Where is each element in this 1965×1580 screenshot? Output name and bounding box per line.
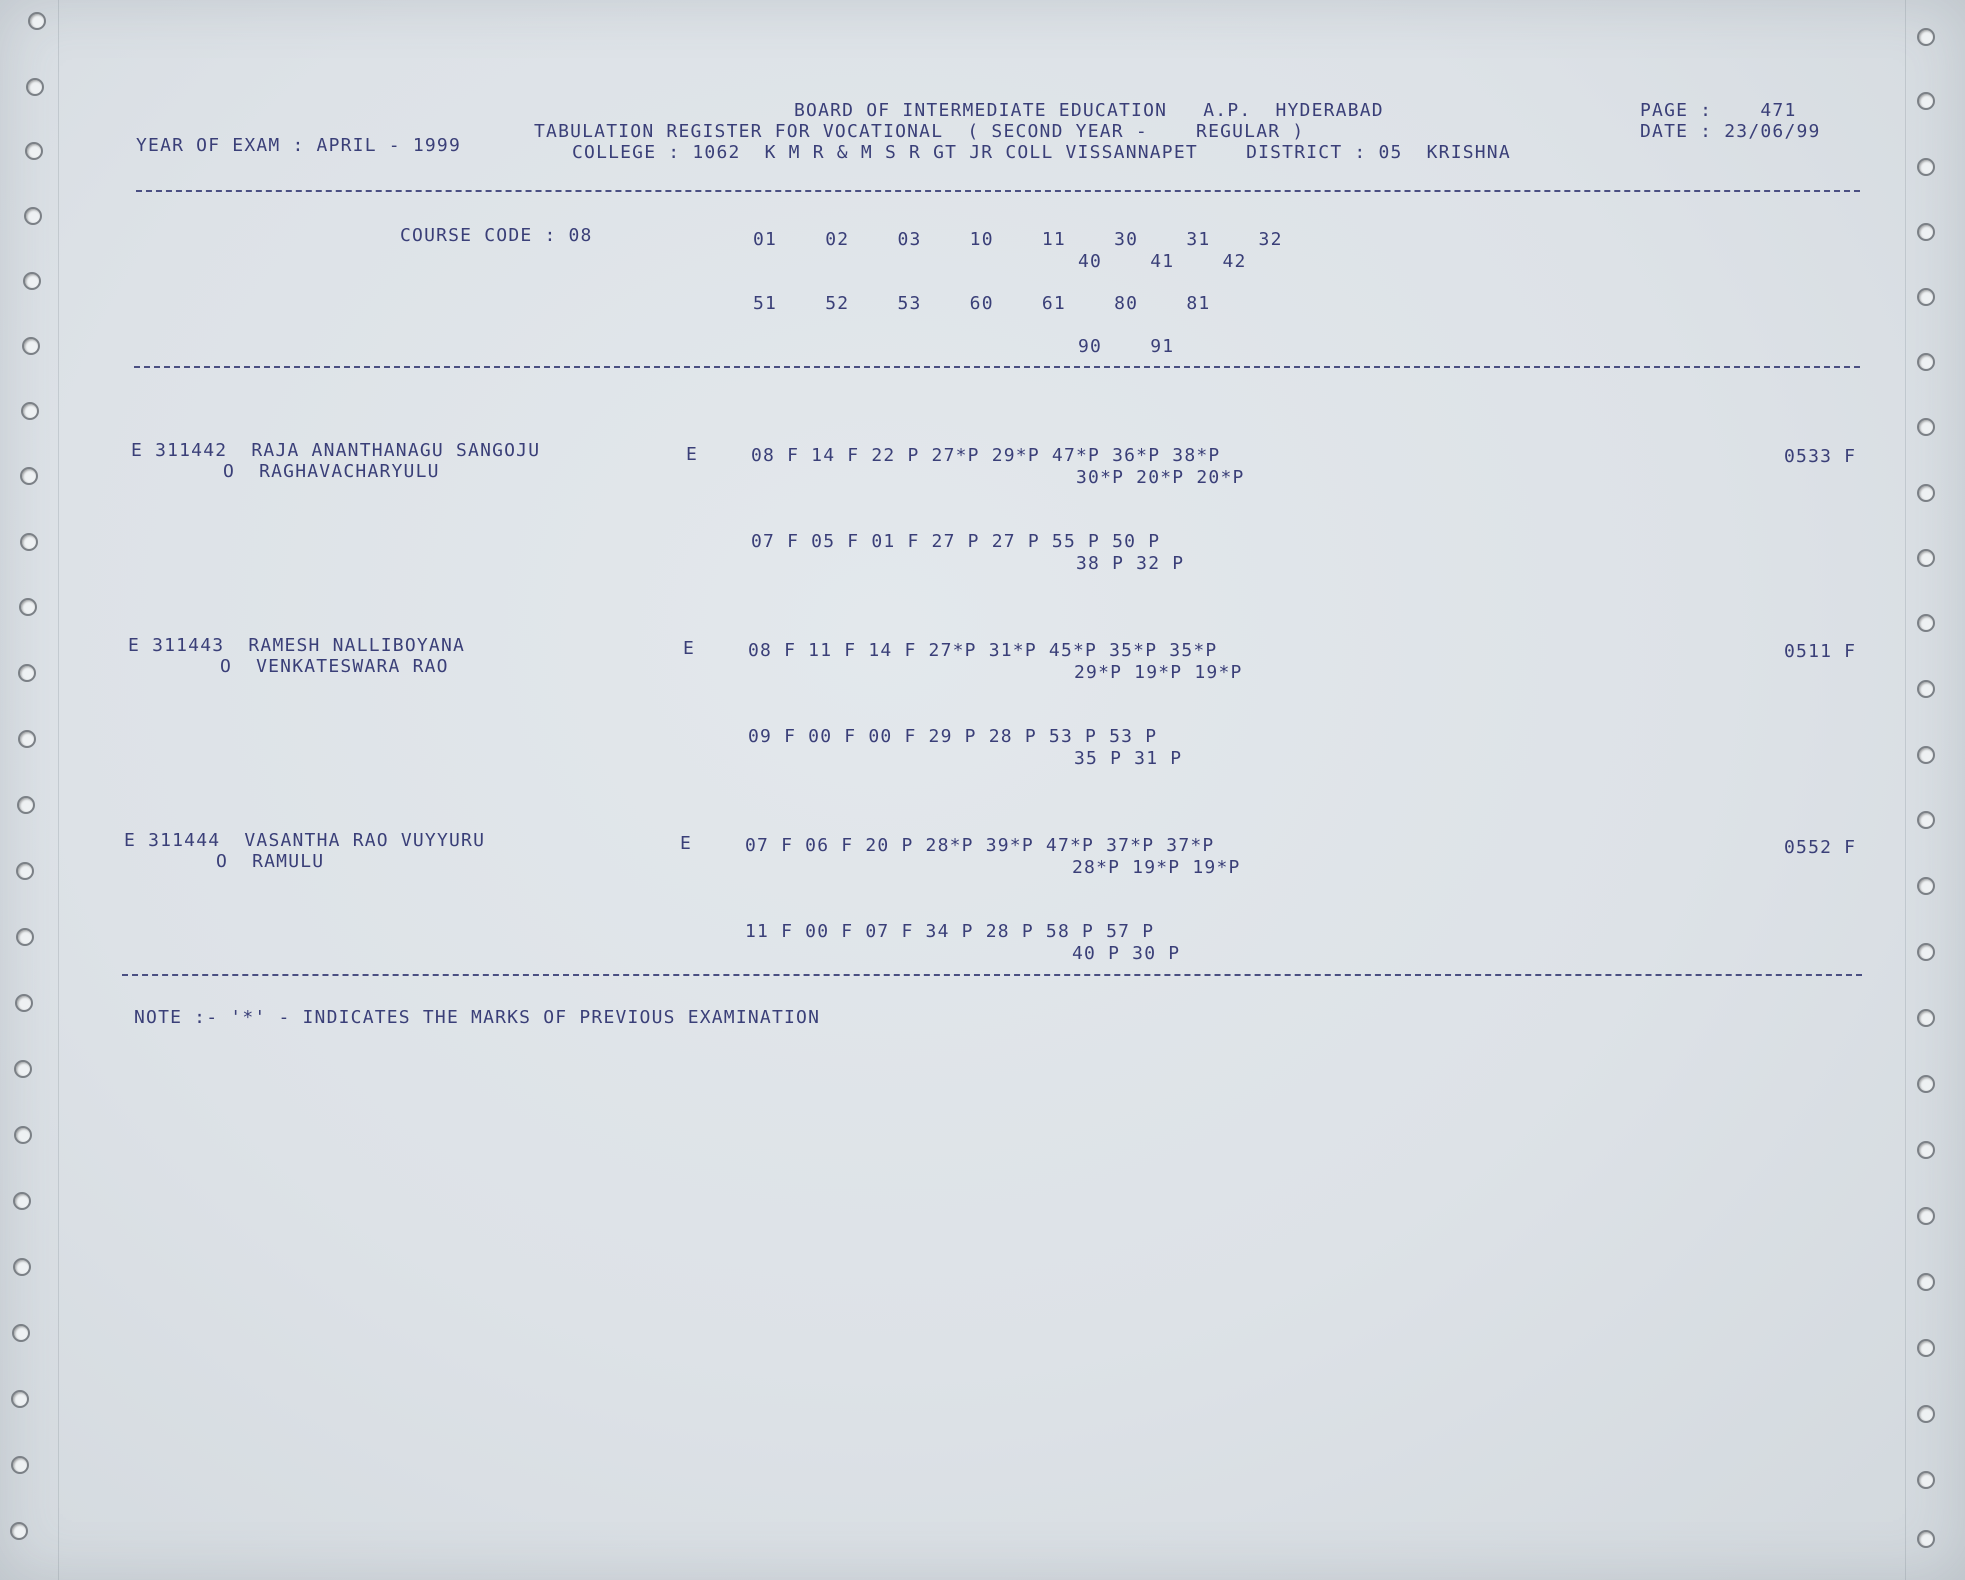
tractor-hole: [1917, 614, 1935, 632]
student-father-name: O RAGHAVACHARYULU: [223, 461, 440, 482]
tractor-hole: [17, 796, 35, 814]
note: NOTE :- '*' - INDICATES THE MARKS OF PREVIOUS EXAMINATION: [134, 1007, 821, 1028]
year-of-exam: YEAR OF EXAM : APRIL - 1999: [136, 135, 461, 156]
marks-row-2b: 40 P 30 P: [1072, 943, 1181, 964]
tractor-hole: [1917, 1273, 1935, 1291]
tractor-hole: [1917, 680, 1935, 698]
marks-row-1: 08 F 11 F 14 F 27*P 31*P 45*P 35*P 35*P: [748, 640, 1218, 661]
tractor-hole: [13, 1258, 31, 1276]
tractor-hole: [19, 598, 37, 616]
student-code: E: [683, 638, 696, 659]
student-code: E: [686, 444, 699, 465]
tractor-hole: [24, 207, 42, 225]
marks-row-2: 11 F 00 F 07 F 34 P 28 P 58 P 57 P: [745, 921, 1155, 942]
tractor-hole: [1917, 1339, 1935, 1357]
tractor-hole: [26, 78, 44, 96]
marks-row-2b: 38 P 32 P: [1076, 553, 1185, 574]
right-tractor-holes: [1909, 0, 1949, 1580]
tractor-hole: [1917, 418, 1935, 436]
tractor-hole: [23, 272, 41, 290]
marks-row-1b: 29*P 19*P 19*P: [1074, 662, 1243, 683]
tractor-hole: [14, 1060, 32, 1078]
tractor-hole: [1917, 288, 1935, 306]
college-line: COLLEGE : 1062 K M R & M S R GT JR COLL VISSANNAPET DISTRICT : 05 KRISHNA: [572, 142, 1511, 163]
marks-row-1: 08 F 14 F 22 P 27*P 29*P 47*P 36*P 38*P: [751, 445, 1221, 466]
subject-codes-row-1: 01 02 03 10 11 30 31 32: [753, 229, 1283, 250]
tractor-hole: [18, 730, 36, 748]
marks-row-2: 07 F 05 F 01 F 27 P 27 P 55 P 50 P: [751, 531, 1161, 552]
tractor-hole: [1917, 1471, 1935, 1489]
header-divider: [136, 190, 1860, 192]
student-father-name: O VENKATESWARA RAO: [220, 656, 449, 677]
tractor-hole: [20, 533, 38, 551]
register-title: TABULATION REGISTER FOR VOCATIONAL ( SECOND YEAR - REGULAR ): [534, 121, 1305, 142]
tractor-hole: [21, 402, 39, 420]
tractor-hole: [1917, 943, 1935, 961]
marks-row-2b: 35 P 31 P: [1074, 748, 1183, 769]
tractor-hole: [1917, 353, 1935, 371]
tractor-hole: [1917, 484, 1935, 502]
subject-codes-row-1b: 40 41 42: [1078, 251, 1247, 272]
tractor-hole: [1917, 1405, 1935, 1423]
course-code-label: COURSE CODE : 08: [400, 225, 593, 246]
student-code: E: [680, 833, 693, 854]
right-perforation-line: [1905, 0, 1906, 1580]
tractor-hole: [1917, 811, 1935, 829]
subject-codes-row-2: 51 52 53 60 61 80 81: [753, 293, 1211, 314]
marks-row-1b: 28*P 19*P 19*P: [1072, 857, 1241, 878]
tractor-hole: [1917, 158, 1935, 176]
tractor-hole: [12, 1324, 30, 1342]
page-number: PAGE : 471: [1640, 100, 1797, 121]
tractor-hole: [1917, 1530, 1935, 1548]
footer-divider: [122, 974, 1862, 976]
tractor-hole: [1917, 877, 1935, 895]
tractor-hole: [13, 1192, 31, 1210]
tractor-hole: [1917, 92, 1935, 110]
tractor-hole: [1917, 549, 1935, 567]
tractor-hole: [1917, 1075, 1935, 1093]
tractor-hole: [25, 142, 43, 160]
tractor-hole: [16, 862, 34, 880]
tractor-hole: [15, 994, 33, 1012]
tractor-hole: [20, 467, 38, 485]
tractor-hole: [1917, 1009, 1935, 1027]
marks-row-1b: 30*P 20*P 20*P: [1076, 467, 1245, 488]
tractor-hole: [10, 1522, 28, 1540]
tractor-hole: [28, 12, 46, 30]
student-father-name: O RAMULU: [216, 851, 325, 872]
marks-row-2: 09 F 00 F 00 F 29 P 28 P 53 P 53 P: [748, 726, 1158, 747]
print-date: DATE : 23/06/99: [1640, 121, 1821, 142]
student-id-name: E 311443 RAMESH NALLIBOYANA: [128, 635, 466, 656]
tractor-hole: [18, 664, 36, 682]
left-perforation-line: [58, 0, 59, 1580]
tractor-hole: [1917, 223, 1935, 241]
marks-row-1: 07 F 06 F 20 P 28*P 39*P 47*P 37*P 37*P: [745, 835, 1215, 856]
tractor-hole: [1917, 746, 1935, 764]
subject-codes-row-3: 90 91: [1078, 336, 1175, 357]
left-tractor-holes: [16, 0, 56, 1580]
student-id-name: E 311444 VASANTHA RAO VUYYURU: [124, 830, 486, 851]
tractor-hole: [1917, 28, 1935, 46]
tractor-hole: [11, 1456, 29, 1474]
tractor-hole: [1917, 1141, 1935, 1159]
student-id-name: E 311442 RAJA ANANTHANAGU SANGOJU: [131, 440, 541, 461]
student-total: 0533 F: [1784, 446, 1857, 467]
tractor-hole: [14, 1126, 32, 1144]
tractor-hole: [1917, 1207, 1935, 1225]
student-total: 0511 F: [1784, 641, 1857, 662]
tractor-hole: [16, 928, 34, 946]
tractor-hole: [11, 1390, 29, 1408]
board-title: BOARD OF INTERMEDIATE EDUCATION A.P. HYDERABAD: [794, 100, 1384, 121]
course-divider: [134, 366, 1860, 368]
tractor-hole: [22, 337, 40, 355]
student-total: 0552 F: [1784, 837, 1857, 858]
